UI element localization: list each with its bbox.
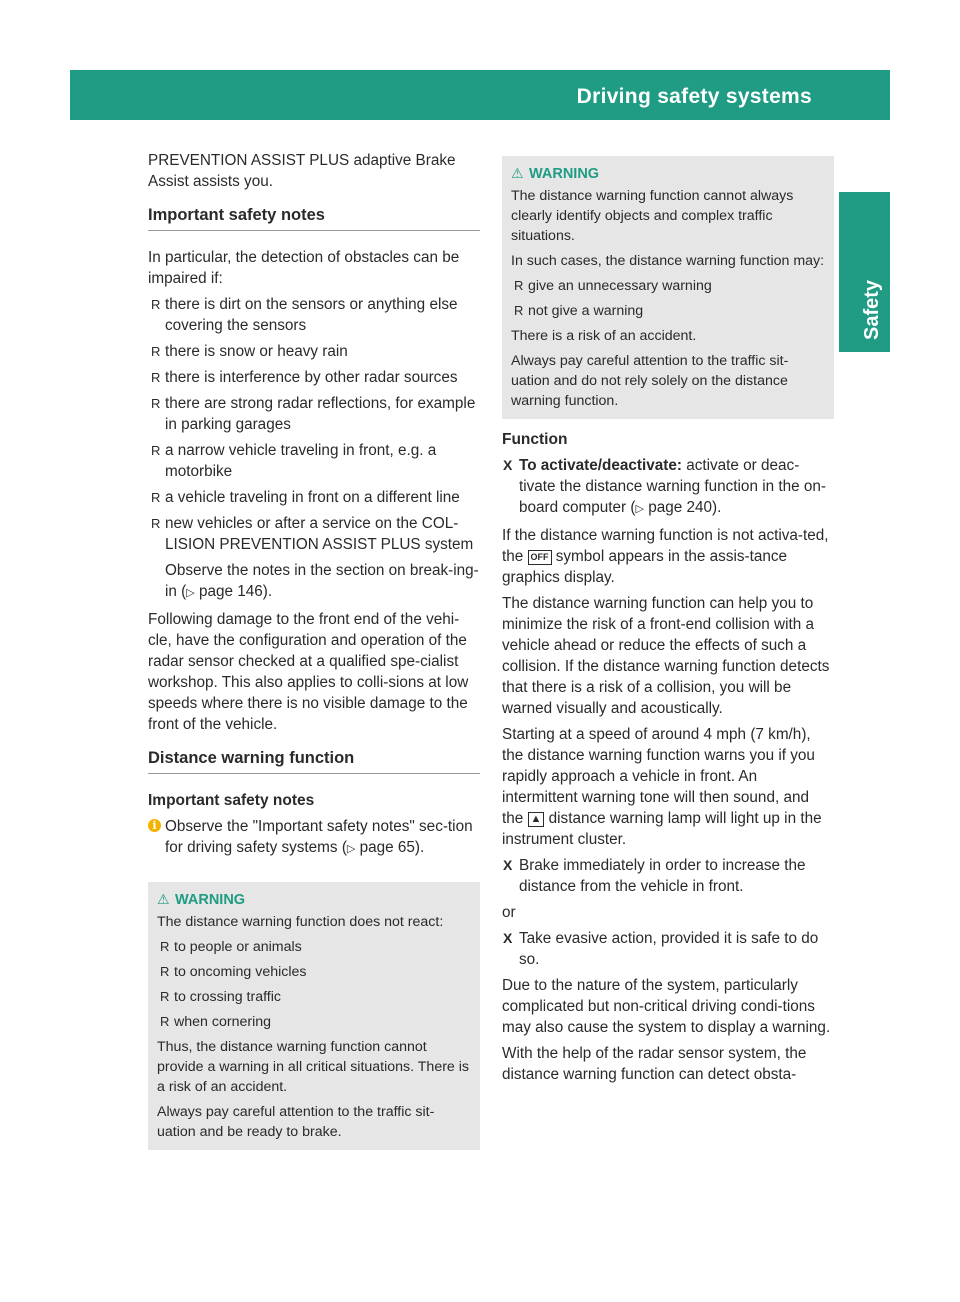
heading-distance-warning: Distance warning function <box>148 747 480 774</box>
warning-text: The distance warning function cannot always clearly identify objects and complex traffic situations. <box>511 188 794 244</box>
bullet-icon: R <box>151 516 161 531</box>
bullet-icon: R <box>160 939 170 954</box>
side-tab-label: Safety <box>861 279 883 340</box>
warning-heading: ⚠ WARNING <box>157 891 246 908</box>
page-ref-link[interactable]: page 240). <box>648 499 722 516</box>
list-item: R when cornering <box>160 1014 272 1030</box>
heading-important-safety-notes-2: Important safety notes <box>148 792 315 809</box>
info-icon: i <box>148 819 161 832</box>
bullet-icon: R <box>151 443 161 458</box>
bullet-icon: R <box>151 297 161 312</box>
warning-text: Always pay careful attention to the traffic sit-uation and be ready to brake. <box>157 1104 435 1140</box>
page-ref-icon: ▷ <box>346 843 356 855</box>
list-item: R not give a warning <box>514 303 644 319</box>
list-item: R there is interference by other radar sources <box>151 369 458 386</box>
bullet-icon: R <box>514 278 524 293</box>
observe-note: Observe the notes in the section on break-ing-in (▷ page 146). <box>165 562 479 600</box>
action-arrow-icon: X <box>503 457 513 473</box>
heading-function: Function <box>502 431 568 448</box>
list-item: R to oncoming vehicles <box>160 964 307 980</box>
warning-triangle-icon: ⚠ <box>157 891 170 907</box>
bullet-icon: R <box>151 396 161 411</box>
page-number: 69 <box>913 87 935 107</box>
list-item: R there are strong radar reflections, for example in parking garages <box>151 395 476 433</box>
warning-box <box>148 882 480 1150</box>
warning-list <box>511 276 826 321</box>
right-column <box>502 150 834 1090</box>
list-item: R there is dirt on the sensors or anything else covering the sensors <box>151 296 458 334</box>
action-arrow-icon: X <box>503 857 513 873</box>
list-item: R to crossing traffic <box>160 989 281 1005</box>
action-step: X To activate/deactivate: activate or deac-tivate the distance warning function in the on-board computer (▷ page 240). <box>503 457 826 516</box>
bullet-icon: R <box>514 303 524 318</box>
list-item: R new vehicles or after a service on the COL-LISION PREVENTION ASSIST PLUS system <box>151 515 474 553</box>
list-item: R a narrow vehicle traveling in front, e.g. a motorbike <box>151 442 437 480</box>
warning-list <box>157 937 472 1032</box>
impaired-list <box>148 294 480 555</box>
warning-intro: The distance warning function does not react: <box>157 914 444 930</box>
action-step: X Take evasive action, provided it is safe to do so. <box>503 930 819 968</box>
warning-triangle-icon: ⚠ <box>511 165 524 181</box>
bullet-icon: R <box>160 964 170 979</box>
intro-text: PREVENTION ASSIST PLUS adaptive Brake Assist assists you. <box>148 152 456 190</box>
distance-warning-lamp-icon: ▲ <box>528 812 545 827</box>
header-bar <box>70 70 935 120</box>
bullet-icon: R <box>151 344 161 359</box>
list-item: R to people or animals <box>160 939 302 955</box>
bullet-icon: R <box>160 989 170 1004</box>
section-title: Driving safety systems <box>576 85 812 108</box>
list-item: R there is snow or heavy rain <box>151 343 348 360</box>
warning-box <box>502 156 834 419</box>
speed-text: Starting at a speed of around 4 mph (7 km/h), the distance warning function warns you if you rapidly approach a vehicle in front. An intermittent warning tone will then sound, and the ▲ distance warning lamp will light up in the instrument cluster. <box>502 726 822 848</box>
not-active-text: If the distance warning function is not activa-ted, the OFF symbol appears in the assis-tance graphics display. <box>502 527 829 586</box>
impaired-intro: In particular, the detection of obstacles can be impaired if: <box>148 249 460 287</box>
warning-text: In such cases, the distance warning function may: <box>511 253 825 269</box>
help-text: The distance warning function can help you to minimize the risk of a front-end collision with a vehicle ahead or reduce the effects of such a collision. If the distance warning function detects that there is a risk of a collision, you will be warned visually and acoustically. <box>502 595 830 717</box>
warning-text: There is a risk of an accident. <box>511 328 697 344</box>
heading-important-safety-notes: Important safety notes <box>148 204 480 231</box>
radar-text: With the help of the radar sensor system, the distance warning function can detect obsta- <box>502 1045 807 1083</box>
damage-text: Following damage to the front end of the vehi-cle, have the configuration and operation of the radar sensor checked at a qualified spe-cialist workshop. This also applies to colli-sions at low speeds where there is no visible damage to the front of the vehicle. <box>148 611 469 733</box>
warning-text: Always pay careful attention to the traffic sit-uation and do not rely solely on the distance warning function. <box>511 353 789 409</box>
or-text: or <box>502 904 516 921</box>
warning-text: Thus, the distance warning function cannot provide a warning in all critical situations. There is a risk of an accident. <box>157 1039 470 1095</box>
nature-text: Due to the nature of the system, particularly complicated but non-critical driving condi-tions may also cause the system to display a warning. <box>502 977 831 1036</box>
list-item: R a vehicle traveling in front on a different line <box>151 489 460 506</box>
bullet-icon: R <box>151 370 161 385</box>
page-ref-link[interactable]: page 146). <box>198 583 273 600</box>
left-column <box>148 150 480 1158</box>
page-ref-icon: ▷ <box>635 503 644 515</box>
action-arrow-icon: X <box>503 930 513 946</box>
info-note: i Observe the "Important safety notes" sec-tion for driving safety systems (▷ page 65). <box>148 816 480 860</box>
warning-heading: ⚠ WARNING <box>511 165 600 182</box>
page-ref-link[interactable]: page 65). <box>359 839 425 856</box>
distance-warning-off-icon: OFF <box>528 550 552 565</box>
list-item: R give an unnecessary warning <box>514 278 712 294</box>
bullet-icon: R <box>151 490 161 505</box>
action-step: X Brake immediately in order to increase the distance from the vehicle in front. <box>503 857 806 895</box>
page-ref-icon: ▷ <box>186 587 195 599</box>
bullet-icon: R <box>160 1014 170 1029</box>
